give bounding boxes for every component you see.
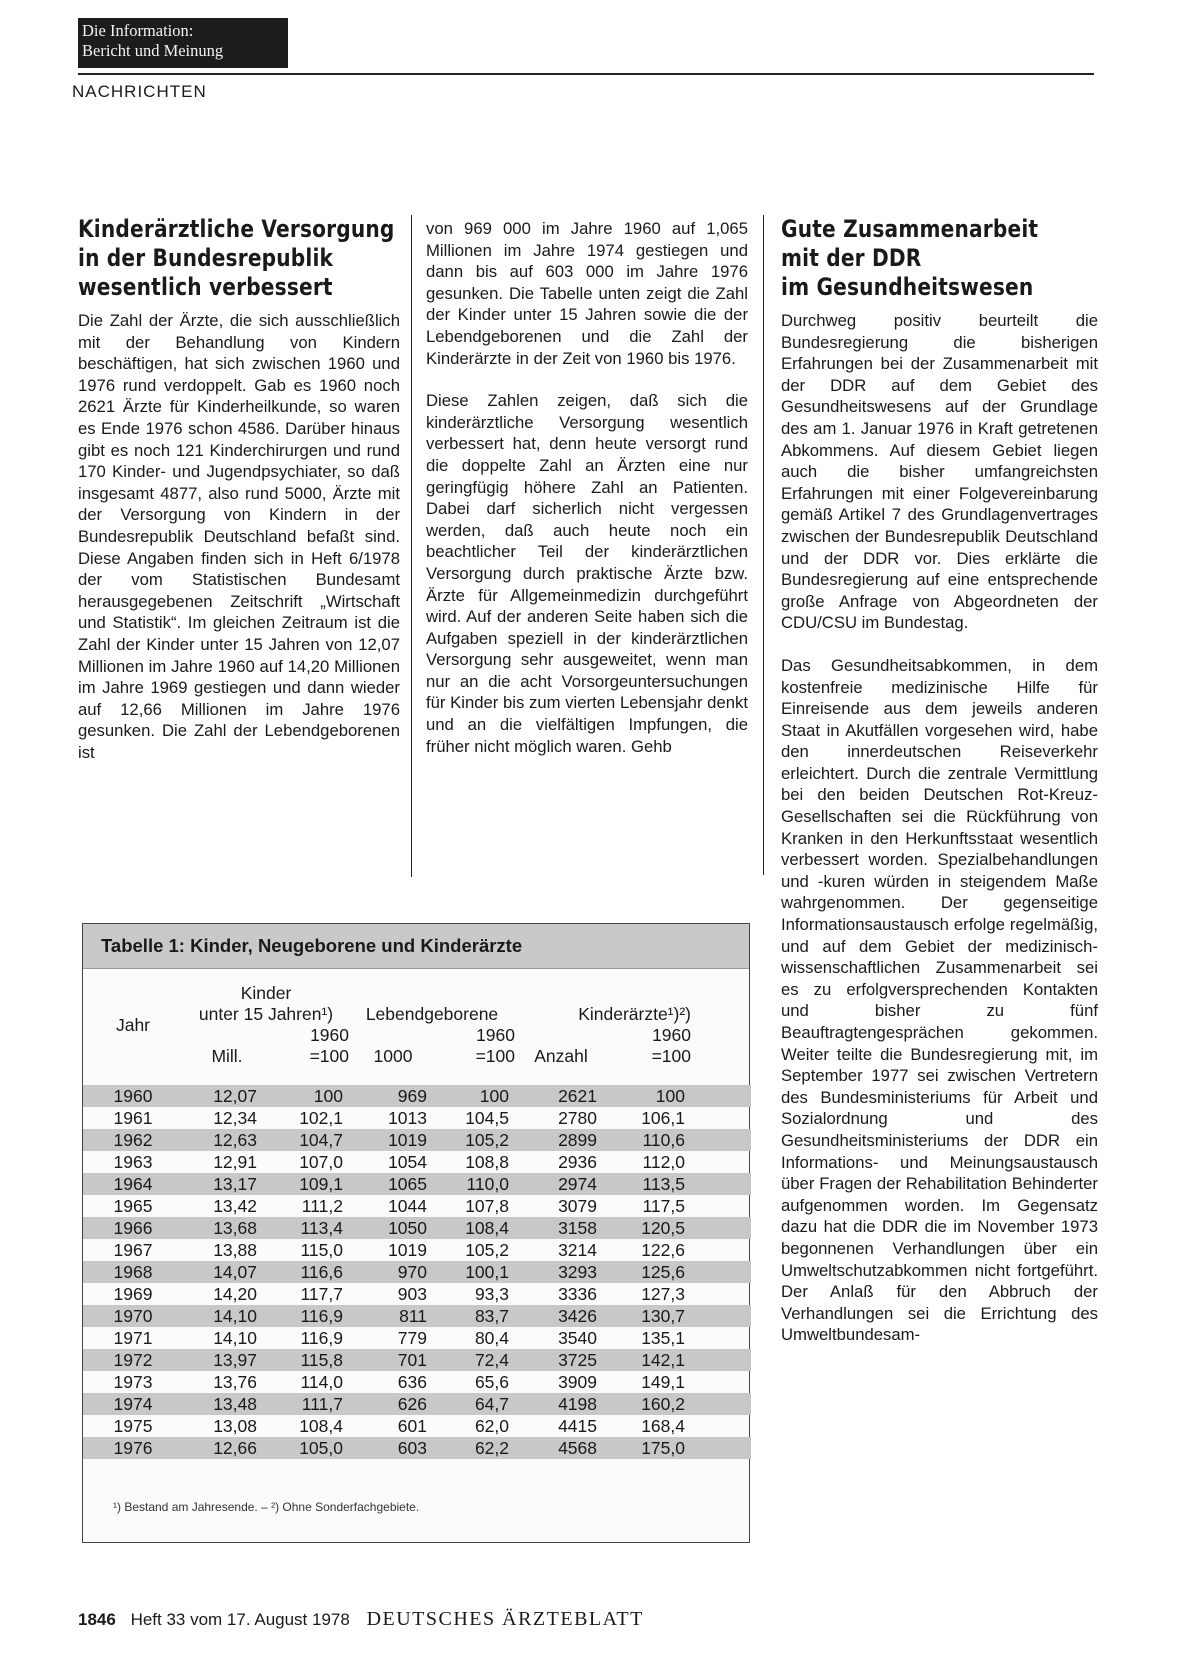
- cell-kinder-mill: 13,88: [213, 1240, 257, 1260]
- cell-aerzte-index: 120,5: [607, 1217, 691, 1239]
- headline-line: wesentlich verbessert: [78, 273, 333, 301]
- cell-kinder-mill: 14,07: [183, 1261, 271, 1283]
- cell-leb-index: 110,0: [437, 1173, 515, 1195]
- cell-kinder-mill: 13,68: [183, 1217, 271, 1239]
- cell-year: 1972: [83, 1349, 183, 1371]
- cell-kinder-index: 115,8: [271, 1349, 349, 1371]
- cell-leb-1000: 903: [397, 1284, 427, 1304]
- cell-aerzte-index: 113,5: [607, 1173, 691, 1195]
- cell-kinder-mill: 12,91: [213, 1152, 257, 1172]
- cell-leb-1000: 1050: [349, 1217, 437, 1239]
- page-number: 1846: [78, 1610, 116, 1629]
- table-row: [83, 1151, 751, 1173]
- cell-kinder-mill: 12,34: [213, 1108, 257, 1128]
- cell-leb-1000: 1019: [388, 1240, 427, 1260]
- cell-kinder-mill: 12,07: [183, 1085, 271, 1107]
- cell-kinder-index: 116,6: [271, 1261, 349, 1283]
- cell-leb-index: 72,4: [437, 1349, 515, 1371]
- table-row: [83, 1349, 751, 1371]
- cell-leb-index: 83,7: [437, 1305, 515, 1327]
- cell-leb-1000: 969: [349, 1085, 437, 1107]
- cell-leb-1000: 1065: [349, 1173, 437, 1195]
- cell-leb-index: 104,5: [465, 1108, 509, 1128]
- cell-aerzte-anzahl: 3158: [515, 1217, 607, 1239]
- header-kinder: Kinder: [240, 983, 292, 1003]
- cell-aerzte-anzahl: 4568: [515, 1437, 607, 1459]
- cell-kinder-index: 117,7: [300, 1284, 343, 1304]
- table-row: [83, 1107, 751, 1129]
- cell-year: 1969: [113, 1284, 153, 1304]
- cell-year: 1961: [113, 1108, 153, 1128]
- table-row: [83, 1393, 751, 1415]
- cell-aerzte-index: 127,3: [641, 1284, 685, 1304]
- header-index: =100: [475, 1046, 515, 1066]
- cell-aerzte-anzahl: 3293: [515, 1261, 607, 1283]
- cell-leb-index: 100,1: [437, 1261, 515, 1283]
- cell-kinder-mill: 13,48: [183, 1393, 271, 1415]
- cell-aerzte-index: 142,1: [607, 1349, 691, 1371]
- cell-aerzte-anzahl: 2621: [515, 1085, 607, 1107]
- cell-aerzte-index: 160,2: [607, 1393, 691, 1415]
- cell-leb-1000: 811: [349, 1305, 437, 1327]
- section-badge: [78, 18, 288, 68]
- cell-leb-1000: 1013: [388, 1108, 427, 1128]
- cell-kinder-index: 100: [271, 1085, 349, 1107]
- header-anzahl: Anzahl: [534, 1046, 588, 1066]
- cell-year: 1960: [83, 1085, 183, 1107]
- column-divider: [763, 215, 764, 875]
- cell-leb-index: 62,2: [437, 1437, 515, 1459]
- cell-aerzte-anzahl: 2936: [558, 1152, 597, 1172]
- cell-kinder-index: 102,1: [299, 1108, 343, 1128]
- badge-line-2: Bericht und Meinung: [82, 41, 224, 60]
- table-row: [83, 1415, 751, 1437]
- cell-aerzte-index: 122,6: [641, 1240, 685, 1260]
- cell-aerzte-index: 175,0: [607, 1437, 691, 1459]
- cell-leb-1000: 636: [397, 1372, 427, 1392]
- header-mill: Mill.: [211, 1046, 243, 1066]
- data-table: [83, 969, 751, 1459]
- cell-leb-index: 62,0: [474, 1416, 509, 1436]
- cell-year: 1968: [83, 1261, 183, 1283]
- cell-aerzte-index: 130,7: [607, 1305, 691, 1327]
- badge-line-1: Die Information:: [82, 21, 194, 40]
- article1-paragraph: Die Zahl der Ärzte, die sich ausschließlich mit der Behandlung von Kindern beschäftigen, hat sich zwischen 1960 und 1976 rund verdoppelt. Gab es 1960 noch 2621 Ärzte für Kinderheilkunde, so waren es Ende 1976 schon 4586. Darüber hinaus gibt es noch 121 Kinderchirurgen und rund 170 Kinder- und Jugendpsychiater, so daß insgesamt 4877, also rund 5000, Ärzte mit der Versorgung von Kindern in der Bundesrepublik Deutschland befaßt sind. Diese Angaben finden sich in Heft 6/1978 der vom Statistischen Bundesamt herausgegebenen Zeitschrift „Wirtschaft und Statistik“. Im gleichen Zeitraum ist die Zahl der Kinder unter 15 Jahren von 12,07 Millionen im Jahre 1960 auf 14,20 Millionen im Jahre 1969 gestiegen und dann wieder auf 12,66 Millionen im Jahre 1976 gesunken. Die Zahl der Lebendgeborenen ist: [78, 311, 400, 762]
- cell-leb-index: 105,2: [465, 1240, 509, 1260]
- cell-kinder-mill: 13,08: [213, 1416, 257, 1436]
- cell-year: 1970: [83, 1305, 183, 1327]
- headline-line: in der Bundesrepublik: [78, 244, 334, 272]
- article1-paragraph: von 969 000 im Jahre 1960 auf 1,065 Millionen im Jahre 1974 gestiegen und dann bis auf 603 000 im Jahre 1976 gesunken. Die Tabelle unten zeigt die Zahl der Kinder unter 15 Jahren sowie die der Lebendgeborenen und die Zahl der Kinderärzte in der Zeit von 1960 bis 1976.: [426, 219, 748, 368]
- header-kinder-sub: unter 15 Jahren¹): [198, 1004, 334, 1024]
- cell-year: 1964: [83, 1173, 183, 1195]
- cell-year: 1975: [113, 1416, 153, 1436]
- cell-aerzte-anzahl: 3079: [558, 1196, 597, 1216]
- cell-leb-1000: 603: [349, 1437, 437, 1459]
- cell-leb-1000: 1054: [388, 1152, 427, 1172]
- cell-leb-1000: 626: [349, 1393, 437, 1415]
- cell-kinder-mill: 13,76: [213, 1372, 257, 1392]
- table-row: [83, 1283, 751, 1305]
- cell-kinder-mill: 13,42: [213, 1196, 257, 1216]
- cell-year: 1966: [83, 1217, 183, 1239]
- cell-leb-index: 65,6: [474, 1372, 509, 1392]
- table-row: [83, 1173, 751, 1195]
- table-row: [83, 1305, 751, 1327]
- cell-leb-1000: 970: [349, 1261, 437, 1283]
- table-row: [83, 1085, 751, 1107]
- cell-kinder-mill: 14,20: [213, 1284, 257, 1304]
- table-footnote: ¹) Bestand am Jahresende. – ²) Ohne Sonderfachgebiete.: [113, 1500, 420, 1514]
- headline-line: Gute Zusammenarbeit: [781, 215, 1039, 243]
- top-rule: [78, 73, 1094, 75]
- article2-paragraph: Durchweg positiv beurteilt die Bundesregierung die bisherigen Erfahrungen bei der Zusammenarbeit mit der DDR auf dem Gebiet des Gesundheitswesens auf der Grundlage des am 1. Januar 1976 in Kraft getretenen Abkommens. Auf diesem Gebiet liegen auch die bisher umfangreichsten Erfahrungen mit einer Folgevereinbarung gemäß Artikel 7 des Grundlagenvertrages zwischen der Bundesrepublik Deutschland und der DDR vor. Dies erklärte die Bundesregierung auf eine entsprechende große Anfrage von Abgeordneten der CDU/CSU im Bundestag.: [781, 311, 1098, 633]
- cell-aerzte-index: 168,4: [641, 1416, 685, 1436]
- data-table-box: [82, 923, 750, 1543]
- cell-year: 1971: [113, 1328, 153, 1348]
- cell-aerzte-index: 100: [607, 1085, 691, 1107]
- header-index: =100: [309, 1046, 349, 1066]
- cell-kinder-mill: 14,10: [183, 1305, 271, 1327]
- table-body: [83, 1085, 751, 1459]
- table-row: [83, 1437, 751, 1459]
- page-footer: [78, 1608, 644, 1631]
- cell-aerzte-anzahl: 3725: [515, 1349, 607, 1371]
- header-base-year: 1960: [310, 1025, 349, 1045]
- cell-leb-1000: 701: [349, 1349, 437, 1371]
- cell-leb-1000: 1044: [388, 1196, 427, 1216]
- cell-aerzte-index: 125,6: [607, 1261, 691, 1283]
- cell-kinder-mill: 13,97: [183, 1349, 271, 1371]
- table-row: [83, 1261, 751, 1283]
- cell-leb-index: 93,3: [474, 1284, 509, 1304]
- cell-kinder-mill: 13,17: [183, 1173, 271, 1195]
- cell-year: 1965: [113, 1196, 153, 1216]
- cell-leb-index: 100: [437, 1085, 515, 1107]
- header-base-year: 1960: [476, 1025, 515, 1045]
- cell-kinder-index: 104,7: [271, 1129, 349, 1151]
- cell-year: 1967: [113, 1240, 153, 1260]
- article1-column2: [426, 218, 748, 757]
- cell-kinder-mill: 12,63: [183, 1129, 271, 1151]
- cell-kinder-index: 111,7: [271, 1393, 349, 1415]
- cell-year: 1963: [113, 1152, 153, 1172]
- cell-aerzte-anzahl: 2899: [515, 1129, 607, 1151]
- cell-kinder-index: 114,0: [300, 1372, 343, 1392]
- table-row: [83, 1239, 751, 1261]
- cell-aerzte-index: 117,5: [642, 1196, 685, 1216]
- table-row: [83, 1371, 751, 1393]
- article2-column: [781, 215, 1098, 1346]
- cell-leb-index: 108,4: [437, 1217, 515, 1239]
- table-title: Tabelle 1: Kinder, Neugeborene und Kinderärzte: [83, 924, 749, 969]
- cell-aerzte-index: 110,6: [607, 1129, 691, 1151]
- header-lebendgeborene: Lebendgeborene: [365, 1004, 499, 1024]
- table-row: [83, 1195, 751, 1217]
- cell-leb-index: 107,8: [465, 1196, 509, 1216]
- cell-kinder-index: 111,2: [301, 1196, 343, 1216]
- cell-kinder-mill: 14,10: [213, 1328, 257, 1348]
- headline-line: Kinderärztliche Versorgung: [78, 215, 395, 243]
- cell-aerzte-anzahl: 3540: [558, 1328, 597, 1348]
- cell-kinder-index: 107,0: [299, 1152, 343, 1172]
- cell-leb-index: 64,7: [437, 1393, 515, 1415]
- cell-aerzte-anzahl: 4415: [558, 1416, 597, 1436]
- cell-kinder-index: 116,9: [271, 1305, 349, 1327]
- header-year: Jahr: [115, 1014, 151, 1035]
- cell-leb-index: 105,2: [437, 1129, 515, 1151]
- header-1000: 1000: [373, 1046, 413, 1066]
- cell-leb-index: 108,8: [465, 1152, 509, 1172]
- cell-kinder-index: 115,0: [300, 1240, 343, 1260]
- article2-paragraph: Das Gesundheitsabkommen, in dem kostenfreie medizinische Hilfe für Einreisende aus dem jeweils anderen Staat in Akutfällen vorgesehen wird, habe den innerdeutschen Reiseverkehr erleichtert. Durch die zentrale Vermittlung bei den beiden Deutschen Rot-Kreuz-Gesellschaften sei die Rückführung von Kranken in den Herkunftsstaat wesentlich verbessert worden. Spezialbehandlungen und -kuren würden in steigendem Maße wahrgenommen. Der gegenseitige Informationsaustausch erfolge regelmäßig, und auf dem Gebiet der medizinisch-wissenschaftlichen Zusammenarbeit sei es zu erfolgversprechenden Kontakten und bisher zu fünf Beauftragtengesprächen gekommen. Weiter teilte die Bundesregierung mit, im September 1977 sei zwischen Vertretern des Bundesministeriums für Arbeit und Sozialordnung und des Gesundheitsministeriums der DDR ein Informations- und Meinungsaustausch über Fragen der Rehabilitation Behinderter aufgenommen worden. Im Gegensatz dazu hat die DDR die im November 1973 begonnenen Verhandlungen über ein Umweltschutzabkommen nicht fortgeführt. Der Anlaß für den Abbruch der Verhandlungen sei die Errichtung des Umweltbundesam-: [781, 655, 1098, 1345]
- header-base-year: 1960: [652, 1025, 691, 1045]
- cell-aerzte-anzahl: 2780: [558, 1108, 597, 1128]
- cell-year: 1973: [113, 1372, 153, 1392]
- cell-kinder-index: 105,0: [271, 1437, 349, 1459]
- cell-aerzte-index: 135,1: [641, 1328, 685, 1348]
- column-divider: [411, 215, 412, 877]
- cell-aerzte-index: 106,1: [641, 1108, 685, 1128]
- cell-aerzte-anzahl: 3909: [558, 1372, 597, 1392]
- cell-year: 1976: [83, 1437, 183, 1459]
- table-row: [83, 1129, 751, 1151]
- issue-info: Heft 33 vom 17. August 1978: [130, 1610, 350, 1629]
- header-kinderaerzte: Kinderärzte¹)²): [578, 1004, 691, 1024]
- cell-aerzte-index: 149,1: [641, 1372, 685, 1392]
- section-label: NACHRICHTEN: [72, 82, 207, 101]
- cell-kinder-mill: 12,66: [183, 1437, 271, 1459]
- cell-aerzte-anzahl: 3214: [558, 1240, 597, 1260]
- cell-kinder-index: 108,4: [299, 1416, 343, 1436]
- cell-kinder-index: 113,4: [271, 1217, 349, 1239]
- table-row: [83, 1327, 751, 1349]
- cell-kinder-index: 116,9: [300, 1328, 343, 1348]
- cell-leb-index: 80,4: [474, 1328, 509, 1348]
- article1-paragraph: Diese Zahlen zeigen, daß sich die kinderärztliche Versorgung wesentlich verbessert hat, denn heute versorgt rund die doppelte Zahl an Ärzten eine nur geringfügig höhere Zahl an Patienten. Dabei darf sicherlich nicht vergessen werden, daß auch heute noch ein beachtlicher Teil der kinderärztlichen Versorgung durch praktische Ärzte bzw. Ärzte für Allgemeinmedizin durchgeführt wird. Auf der anderen Seite haben sich die Aufgaben speziell in der kinderärztlichen Versorgung sehr ausgeweitet, wenn man nur an die acht Vorsorgeuntersuchungen für Kinder bis zum vierten Lebensjahr denkt und an die vielfältigen Impfungen, die früher nicht möglich waren. Gehb: [426, 391, 748, 756]
- cell-leb-1000: 779: [397, 1328, 427, 1348]
- cell-year: 1962: [83, 1129, 183, 1151]
- cell-leb-1000: 601: [397, 1416, 427, 1436]
- cell-leb-1000: 1019: [349, 1129, 437, 1151]
- journal-name: DEUTSCHES ÄRZTEBLATT: [366, 1608, 644, 1630]
- cell-year: 1974: [83, 1393, 183, 1415]
- article2-headline: [781, 215, 1100, 302]
- header-index: =100: [651, 1046, 691, 1066]
- article1-column1: [78, 215, 400, 763]
- table-row: [83, 1217, 751, 1239]
- cell-aerzte-anzahl: 4198: [515, 1393, 607, 1415]
- cell-kinder-index: 109,1: [271, 1173, 349, 1195]
- cell-aerzte-index: 112,0: [642, 1152, 685, 1172]
- headline-line: mit der DDR: [781, 244, 922, 272]
- cell-aerzte-anzahl: 3336: [558, 1284, 597, 1304]
- article1-headline: [78, 215, 397, 302]
- cell-aerzte-anzahl: 3426: [515, 1305, 607, 1327]
- headline-line: im Gesundheitswesen: [781, 273, 1034, 301]
- cell-aerzte-anzahl: 2974: [515, 1173, 607, 1195]
